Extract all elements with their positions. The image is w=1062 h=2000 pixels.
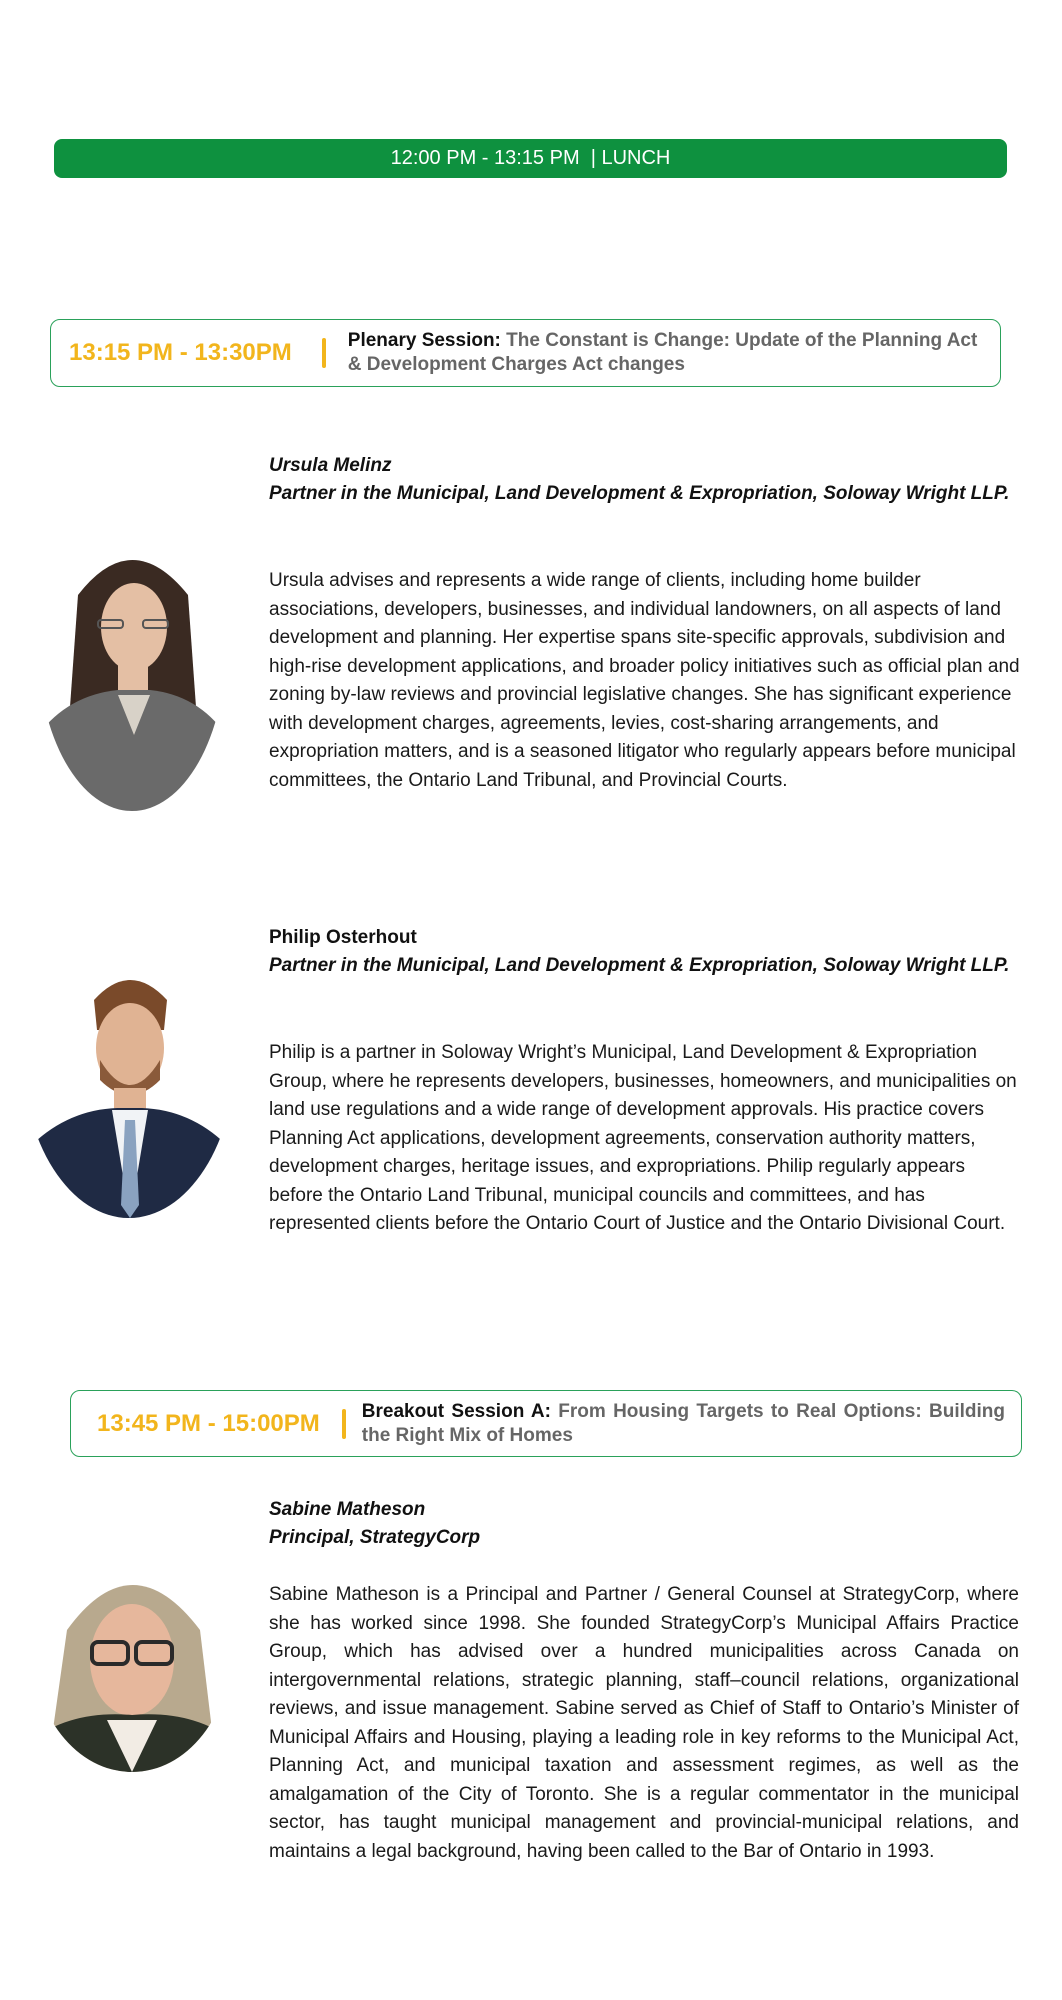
speaker-name: Ursula Melinz — [269, 455, 392, 476]
speaker-photo-sabine — [32, 1560, 232, 1772]
session-title — [362, 1400, 1005, 1448]
session-time: 13:45 PM - 15:00PM — [97, 1409, 320, 1437]
speaker-bio: Ursula advises and represents a wide range of clients, including home builder associations, developers, businesses, and individual landowners, on all aspects of land development and planning. Her expertise spans site-specific approvals, subdivision and high-rise development applications, and broader policy initiatives such as official plan and zoning by-law reviews and provincial legislative changes. She has significant experience with development charges, agreements, levies, cost-sharing arrangements, and expropriation matters, and is a seasoned litigator who regularly appears before municipal committees, the Ontario Land Tribunal, and Provincial Courts. — [269, 570, 1020, 791]
session-name: The Constant is Change: Update of the Planning Act & Development Charges Act changes — [347, 330, 978, 375]
speaker-role: Partner in the Municipal, Land Development & Expropriation, Soloway Wright LLP. — [269, 955, 1010, 976]
session-divider — [322, 338, 326, 368]
session-time: 13:15 PM - 13:30PM — [69, 339, 292, 366]
session-name: From Housing Targets to Real Options: Building the Right Mix of Homes — [361, 1400, 1005, 1446]
speaker-role: Principal, StrategyCorp — [269, 1527, 481, 1548]
speaker-bio: Sabine Matheson is a Principal and Partner / General Counsel at StrategyCorp, where she has worked since 1998. She founded StrategyCorp’s Municipal Affairs Practice Group, which has advised over a hundred municipalities across Canada on intergovernmental relations, strategic planning, staff–council relations, organizational reviews, and issue management. Sabine served as Chief of Staff to Ontario’s Minister of Municipal Affairs and Housing, playing a leading role in key reforms to the Municipal Act, Planning Act, and municipal taxation and assessment regimes, as well as the amalgamation of the City of Toronto. She is a regular commentator in the municipal sector, has taught municipal management and provincial-municipal relations, and maintains a legal background, having been called to the Bar of Ontario in 1993. — [269, 1584, 1019, 1862]
speaker-bio: Philip is a partner in Soloway Wright’s Municipal, Land Development & Expropriation Group, where he represents developers, businesses, homeowners, and municipalities on land use regulations and a wide range of development approvals. His practice covers Planning Act applications, development agreements, conservation authority matters, development charges, heritage issues, and expropriations. Philip regularly appears before the Ontario Land Tribunal, municipal councils and committees, and has represented clients before the Ontario Court of Justice and the Ontario Divisional Court. — [269, 1042, 1017, 1234]
speaker-photo-philip — [22, 960, 236, 1218]
session-divider — [342, 1409, 346, 1439]
session-kind: Breakout Session A: — [361, 1400, 551, 1422]
speaker-role: Partner in the Municipal, Land Development & Expropriation, Soloway Wright LLP. — [269, 483, 1010, 504]
speaker-name: Philip Osterhout — [269, 927, 417, 948]
lunch-label: 12:00 PM - 13:15 PM | LUNCH — [390, 147, 671, 169]
plenary-session-header — [50, 319, 1001, 387]
speaker-photo-ursula — [38, 535, 226, 811]
lunch-bar — [54, 139, 1007, 178]
speaker-name: Sabine Matheson — [269, 1499, 426, 1520]
breakout-session-header — [70, 1390, 1022, 1457]
session-kind: Plenary Session: — [347, 330, 501, 351]
session-title — [348, 329, 984, 377]
